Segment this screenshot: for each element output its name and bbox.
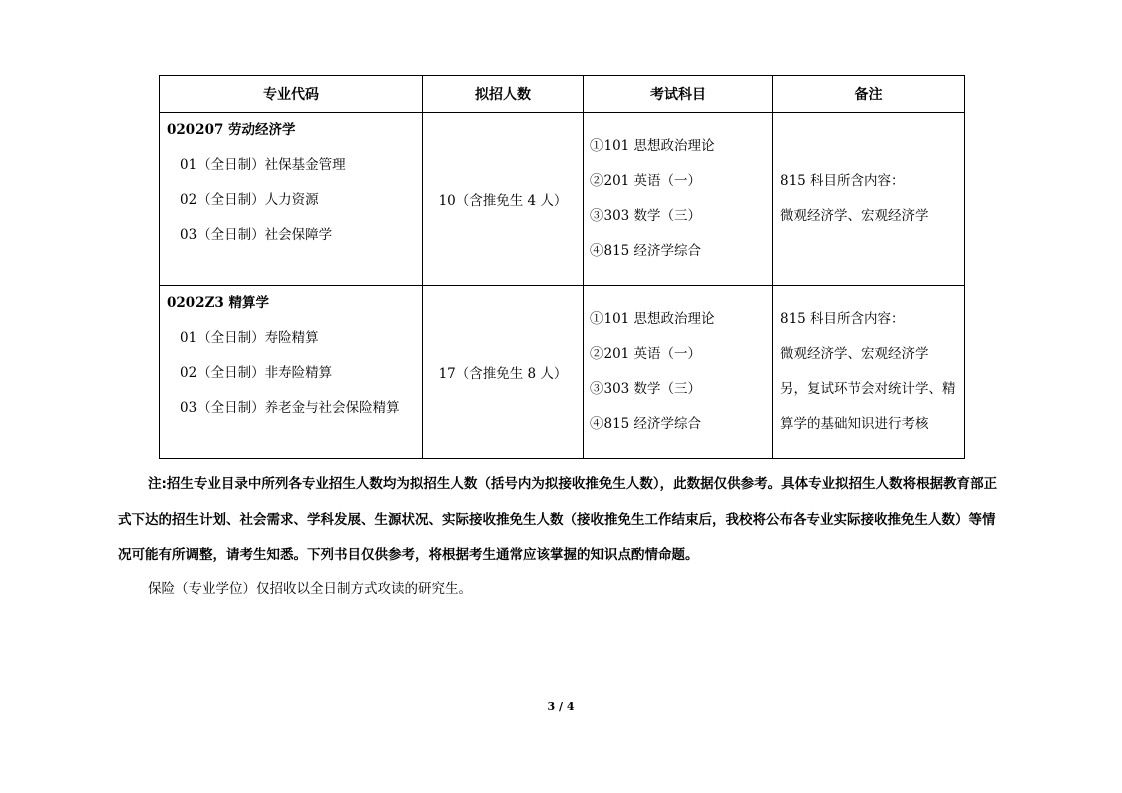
header-enrollment-count: 拟招人数 — [423, 76, 584, 113]
table-row — [160, 113, 965, 286]
subjects-cell — [584, 113, 773, 286]
subject-item: ④815 经济学综合 — [590, 416, 702, 432]
subjects-cell — [584, 286, 773, 459]
direction-item: 01（全日制）寿险精算 — [180, 330, 319, 346]
header-exam-subjects: 考试科目 — [584, 76, 773, 113]
subject-item: ①101 思想政治理论 — [590, 138, 715, 154]
major-title: 0202Z3 精算学 — [167, 295, 270, 311]
major-cell — [160, 113, 423, 286]
enrollment-notice: 注:招生专业目录中所列各专业招生人数均为拟招生人数（括号内为拟接收推免生人数），此数据仅供参考。具体专业拟招生人数将根据教育部正式下达的招生计划、社会需求、学科发展、生源状况、实际接收推免生人数（接收推免生工作结束后，我校将公布各专业实际接收推免生人数）等情况可能有所调整，请考生知悉。下列书目仅供参考，将根据考生通常应该掌握的知识点酌情命题。 — [118, 476, 998, 563]
remark-line: 815 科目所含内容： — [780, 311, 905, 327]
remark-line: 另，复试环节会对统计学、精 — [780, 381, 956, 397]
header-major-code: 专业代码 — [160, 76, 423, 113]
major-cell — [160, 286, 423, 459]
remark-line: 微观经济学、宏观经济学 — [780, 208, 929, 224]
direction-item: 01（全日制）社保基金管理 — [180, 157, 346, 173]
remark-line: 815 科目所含内容： — [780, 173, 905, 189]
remarks-cell — [773, 113, 965, 286]
major-title: 020207 劳动经济学 — [167, 122, 296, 138]
enrollment-table — [159, 75, 965, 459]
subject-item: ②201 英语（一） — [590, 173, 702, 189]
subject-item: ④815 经济学综合 — [590, 243, 702, 259]
remark-line: 算学的基础知识进行考核 — [780, 416, 929, 432]
remarks-cell — [773, 286, 965, 459]
table-row — [160, 286, 965, 459]
count-cell: 10（含推免生 4 人） — [423, 113, 584, 286]
table-header-row — [160, 76, 965, 113]
count-cell: 17（含推免生 8 人） — [423, 286, 584, 459]
direction-item: 03（全日制）社会保障学 — [180, 227, 333, 243]
subject-item: ③303 数学（三） — [590, 208, 702, 224]
insurance-note: 保险（专业学位）仅招收以全日制方式攻读的研究生。 — [148, 581, 472, 597]
subject-item: ③303 数学（三） — [590, 381, 702, 397]
direction-item: 02（全日制）非寿险精算 — [180, 365, 333, 381]
subject-item: ②201 英语（一） — [590, 346, 702, 362]
remark-line: 微观经济学、宏观经济学 — [780, 346, 929, 362]
header-remarks: 备注 — [773, 76, 965, 113]
subject-item: ①101 思想政治理论 — [590, 311, 715, 327]
direction-item: 02（全日制）人力资源 — [180, 192, 319, 208]
page-number: 3 / 4 — [547, 700, 575, 713]
direction-item: 03（全日制）养老金与社会保险精算 — [180, 400, 400, 416]
